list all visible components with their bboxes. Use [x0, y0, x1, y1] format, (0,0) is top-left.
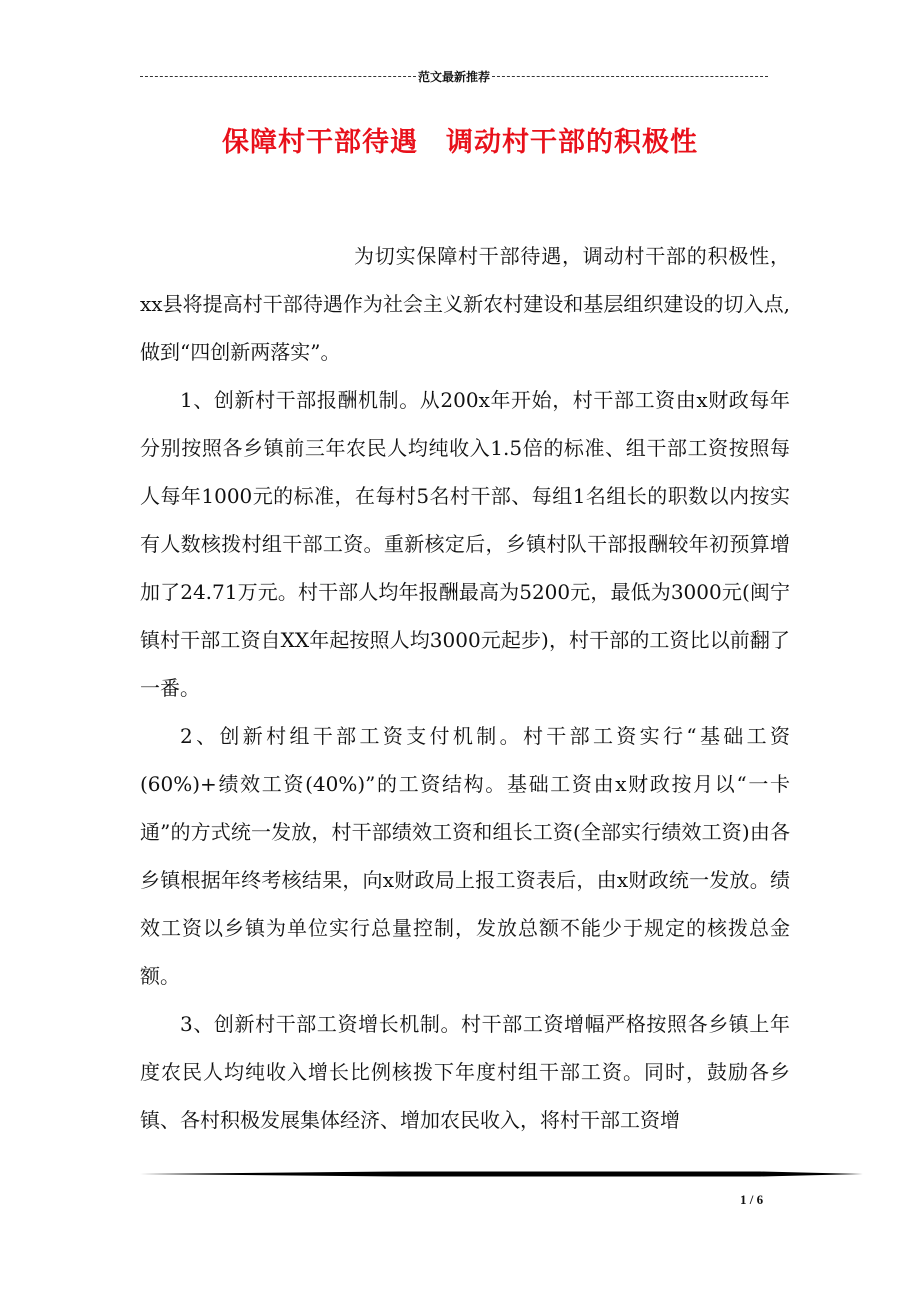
document-title: 保障村干部待遇 调动村干部的积极性	[222, 127, 698, 158]
paragraph-2: 2、创新村组干部工资支付机制。村干部工资实行“基础工资(60%)+绩效工资(40%)”的工资结构。基础工资由x财政按月以“一卡通”的方式统一发放，村干部绩效工资和组长工资(全部实行绩效工资)由各乡镇根据年终考核结果，向x财政局上报工资表后，由x财政统一发放。绩效工资以乡镇为单位实行总量控制，发放总额不能少于规定的核拨总金额。	[140, 724, 790, 988]
page-number: 1 / 6	[740, 1192, 764, 1207]
paragraph-intro: 为切实保障村干部待遇，调动村干部的积极性，xx县将提高村干部待遇作为社会主义新农村建设和基层组织建设的切入点,做到“四创新两落实”。	[140, 244, 790, 364]
document-body	[140, 232, 790, 1144]
header-label: 范文最新推荐	[418, 69, 491, 84]
paragraph-3: 3、创新村干部工资增长机制。村干部工资增幅严格按照各乡镇上年度农民人均纯收入增长比例核拨下年度村组干部工资。同时，鼓励各乡镇、各村积极发展集体经济、增加农民收入，将村干部工资增	[140, 1012, 790, 1132]
footer-divider	[140, 1167, 863, 1181]
header-dash-right	[492, 76, 768, 77]
header-dash-left	[140, 76, 416, 77]
page-header	[140, 66, 768, 86]
paragraph-1: 1、创新村干部报酬机制。从200x年开始，村干部工资由x财政每年分别按照各乡镇前三年农民人均纯收入1.5倍的标准、组干部工资按照每人每年1000元的标准，在每村5名村干部、每组1名组长的职数以内按实有人数核拨村组干部工资。重新核定后，乡镇村队干部报酬较年初预算增加了24.71万元。村干部人均年报酬最高为5200元，最低为3000元(闽宁镇村干部工资自XX年起按照人均3000元起步)，村干部的工资比以前翻了一番。	[140, 388, 790, 700]
